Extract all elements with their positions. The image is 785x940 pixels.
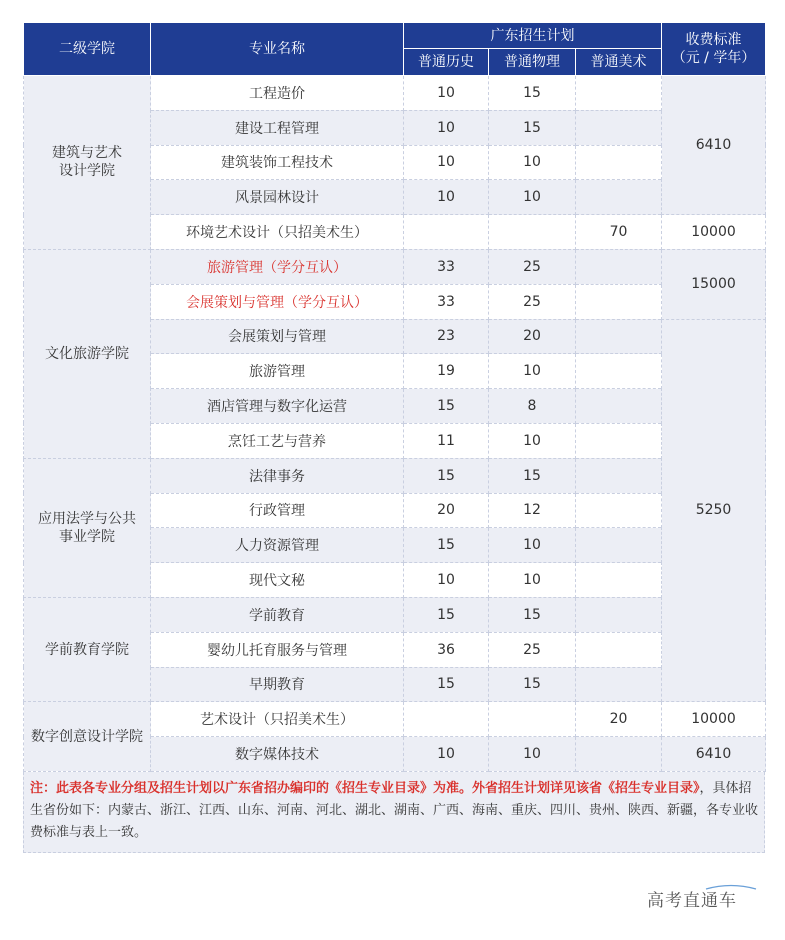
history-cell: 10 [404,737,489,772]
fee-cell: 10000 [662,702,766,737]
major-cell: 早期教育 [151,667,404,702]
major-cell: 人力资源管理 [151,528,404,563]
art-cell [576,597,662,632]
group-name-line2: 事业学院 [59,528,115,545]
physics-cell: 15 [489,76,576,111]
major-cell: 旅游管理（学分互认） [151,249,404,284]
group-name-line1: 建筑与艺术 [52,145,122,162]
history-cell: 15 [404,389,489,424]
physics-cell: 10 [489,528,576,563]
art-cell [576,319,662,354]
art-cell [576,528,662,563]
group-cell [24,76,151,250]
header-history: 普通历史 [404,49,489,76]
group-cell [24,249,151,458]
history-cell: 15 [404,458,489,493]
header-physics: 普通物理 [489,49,576,76]
table-row [24,458,766,493]
group-name-line1: 数字创意设计学院 [31,728,143,745]
header-college: 二级学院 [24,23,151,76]
group-name-line2: 设计学院 [59,163,115,180]
art-cell [576,667,662,702]
physics-cell: 25 [489,632,576,667]
physics-cell: 10 [489,737,576,772]
group-cell [24,458,151,597]
major-cell: 旅游管理 [151,354,404,389]
physics-cell: 20 [489,319,576,354]
physics-cell: 8 [489,389,576,424]
art-cell [576,180,662,215]
fee-cell: 5250 [662,319,766,702]
physics-cell: 10 [489,180,576,215]
major-cell: 酒店管理与数字化运营 [151,389,404,424]
physics-cell: 15 [489,597,576,632]
major-cell: 会展策划与管理（学分互认） [151,284,404,319]
physics-cell: 10 [489,563,576,598]
major-cell: 学前教育 [151,597,404,632]
major-cell: 现代文秘 [151,563,404,598]
history-cell: 23 [404,319,489,354]
physics-cell: 10 [489,423,576,458]
enrollment-plan-sheet [23,22,765,853]
header-plan: 广东招生计划 [404,23,662,49]
history-cell: 20 [404,493,489,528]
physics-cell: 25 [489,249,576,284]
major-cell: 会展策划与管理 [151,319,404,354]
physics-cell [489,215,576,250]
history-cell: 11 [404,423,489,458]
physics-cell: 15 [489,667,576,702]
table-row [24,702,766,737]
major-cell: 法律事务 [151,458,404,493]
physics-cell [489,702,576,737]
major-cell: 环境艺术设计（只招美术生） [151,215,404,250]
history-cell: 36 [404,632,489,667]
group-name-line1: 应用法学与公共 [38,510,136,527]
history-cell [404,702,489,737]
major-cell: 婴幼儿托育服务与管理 [151,632,404,667]
history-cell: 10 [404,145,489,180]
physics-cell: 15 [489,110,576,145]
major-cell: 工程造价 [151,76,404,111]
history-cell: 10 [404,563,489,598]
art-cell [576,110,662,145]
fee-cell: 10000 [662,215,766,250]
physics-cell: 25 [489,284,576,319]
major-cell: 数字媒体技术 [151,737,404,772]
art-cell: 70 [576,215,662,250]
table-row [24,76,766,111]
history-cell: 33 [404,249,489,284]
major-cell: 风景园林设计 [151,180,404,215]
fee-cell: 6410 [662,737,766,772]
group-name-line1: 学前教育学院 [45,641,129,658]
art-cell [576,354,662,389]
art-cell: 20 [576,702,662,737]
footnote-highlight: 注：此表各专业分组及招生计划以广东省招办编印的《招生专业目录》为准。外省招生计划详见该省《招生专业目录》 [30,780,700,796]
physics-cell: 10 [489,354,576,389]
physics-cell: 12 [489,493,576,528]
fee-cell: 15000 [662,249,766,319]
art-cell [576,632,662,667]
history-cell: 10 [404,180,489,215]
art-cell [576,458,662,493]
header-fee-line2: （元 / 学年） [671,50,756,66]
group-cell [24,702,151,772]
group-cell [24,597,151,701]
history-cell: 10 [404,76,489,111]
history-cell: 10 [404,110,489,145]
art-cell [576,389,662,424]
header-fee-line1: 收费标准 [685,32,742,48]
history-cell: 15 [404,528,489,563]
major-cell: 行政管理 [151,493,404,528]
watermark-brand: 高考直通车 [647,891,737,911]
history-cell: 33 [404,284,489,319]
major-cell: 建设工程管理 [151,110,404,145]
footnote-text: ，具体招生省份如下：内蒙古、浙江、江西、山东、河南、河北、湖北、湖南、广西、海南、重庆、四川、贵州、陕西、新疆，各专业收费标准与表上一致。 [30,780,759,840]
fee-cell: 6410 [662,76,766,215]
header-major: 专业名称 [151,23,404,76]
physics-cell: 10 [489,145,576,180]
footnote [23,772,765,853]
table-row [24,249,766,284]
art-cell [576,249,662,284]
art-cell [576,284,662,319]
history-cell [404,215,489,250]
header-art: 普通美术 [576,49,662,76]
enrollment-table [23,22,766,772]
art-cell [576,493,662,528]
art-cell [576,423,662,458]
history-cell: 15 [404,667,489,702]
table-row [24,597,766,632]
major-cell: 烹饪工艺与营养 [151,423,404,458]
art-cell [576,76,662,111]
group-name-line1: 文化旅游学院 [45,345,129,362]
header-fee [662,23,766,76]
history-cell: 19 [404,354,489,389]
history-cell: 15 [404,597,489,632]
art-cell [576,563,662,598]
art-cell [576,145,662,180]
physics-cell: 15 [489,458,576,493]
major-cell: 建筑装饰工程技术 [151,145,404,180]
major-cell: 艺术设计（只招美术生） [151,702,404,737]
art-cell [576,737,662,772]
